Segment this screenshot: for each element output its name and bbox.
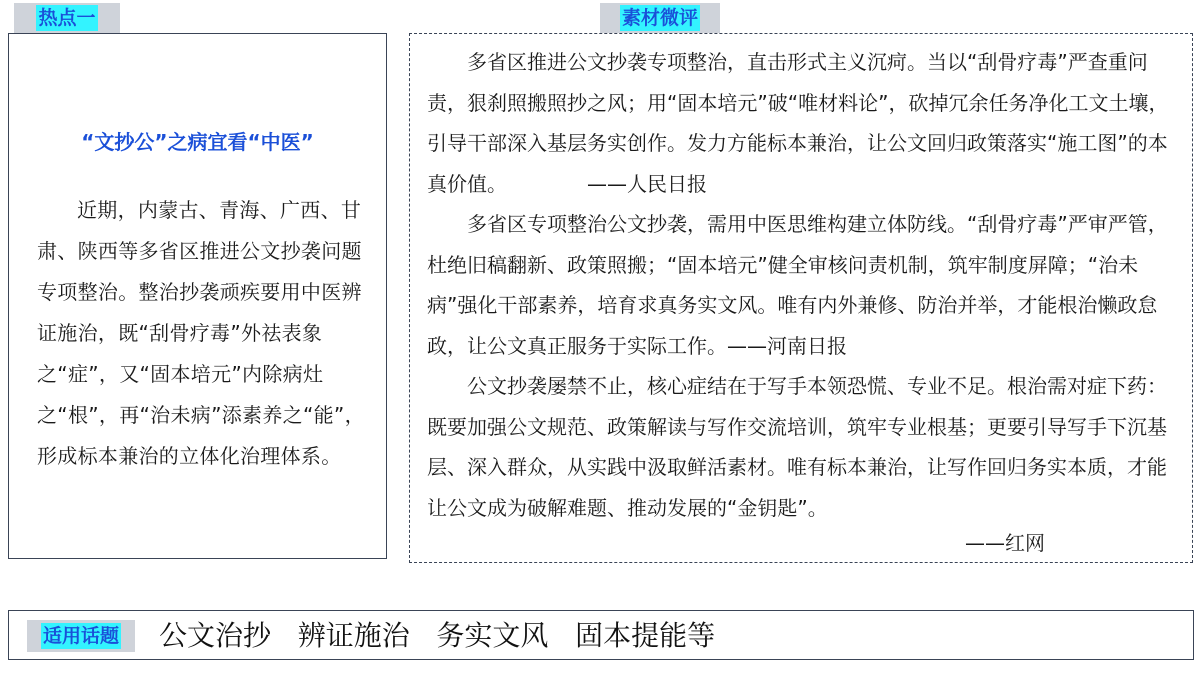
hot-topic-body: 近期，内蒙古、青海、广西、甘肃、陕西等多省区推进公文抄袭问题专项整治。整治抄袭顽疾要用中医辨证施治，既“刮骨疗毒”外祛表象之“症”，又“固本培元”内除病灶之“根”，再“治未病”添素养之“能”，形成标本兼治的立体化治理体系。 <box>37 198 365 468</box>
review-paragraph-3 <box>427 366 1179 528</box>
review-source-3: ——红网 <box>965 531 1045 555</box>
applicable-topics-bar <box>8 610 1194 660</box>
material-review-tag <box>600 3 720 33</box>
hot-topic-tag <box>14 3 120 33</box>
review-source-1: ——人民日报 <box>587 171 707 196</box>
review-paragraph-2-text: 多省区专项整治公文抄袭，需用中医思维构建立体防线。“刮骨疗毒”严审严管，杜绝旧稿翻新、政策照搬；“固本培元”健全审核问责机制，筑牢制度屏障；“治未病”强化干部素养，培育求真务实文风。唯有内外兼修、防治并举，才能根治懒政怠政，让公文真正服务于实际工作。 <box>427 212 1168 358</box>
applicable-topics-label-text: 适用话题 <box>42 625 119 647</box>
review-paragraph-1-text: 多省区推进公文抄袭专项整治，直击形式主义沉疴。当以“刮骨疗毒”严查重问责，狠刹照搬照抄之风；用“固本培元”破“唯材料论”，砍掉冗余任务净化工文土壤，引导干部深入基层务实创作。发力方能标本兼治，让公文回归政策落实“施工图”的本真价值。 <box>427 50 1169 196</box>
review-paragraph-3-text: 公文抄袭屡禁不止，核心症结在于写手本领恐慌、专业不足。根治需对症下药：既要加强公文规范、政策解读与写作交流培训，筑牢专业根基；更要引导写手下沉基层、深入群众，从实践中汲取鲜活素材。唯有标本兼治，让写作回归务实本质，才能让公文成为破解难题、推动发展的“金钥匙”。 <box>427 374 1167 520</box>
review-paragraph-1 <box>427 42 1179 204</box>
hot-topic-panel <box>8 33 387 559</box>
review-paragraph-2 <box>427 204 1179 366</box>
applicable-topics-text: 公文治抄 辨证施治 务实文风 固本提能等 <box>159 619 716 652</box>
material-review-panel <box>409 33 1193 563</box>
review-source-2: ——河南日报 <box>727 333 847 358</box>
material-review-tag-text: 素材微评 <box>621 7 698 29</box>
hot-topic-tag-text: 热点一 <box>38 7 96 29</box>
hot-topic-title: “文抄公”之病宜看“中医” <box>81 130 314 154</box>
applicable-topics-label <box>27 620 135 652</box>
